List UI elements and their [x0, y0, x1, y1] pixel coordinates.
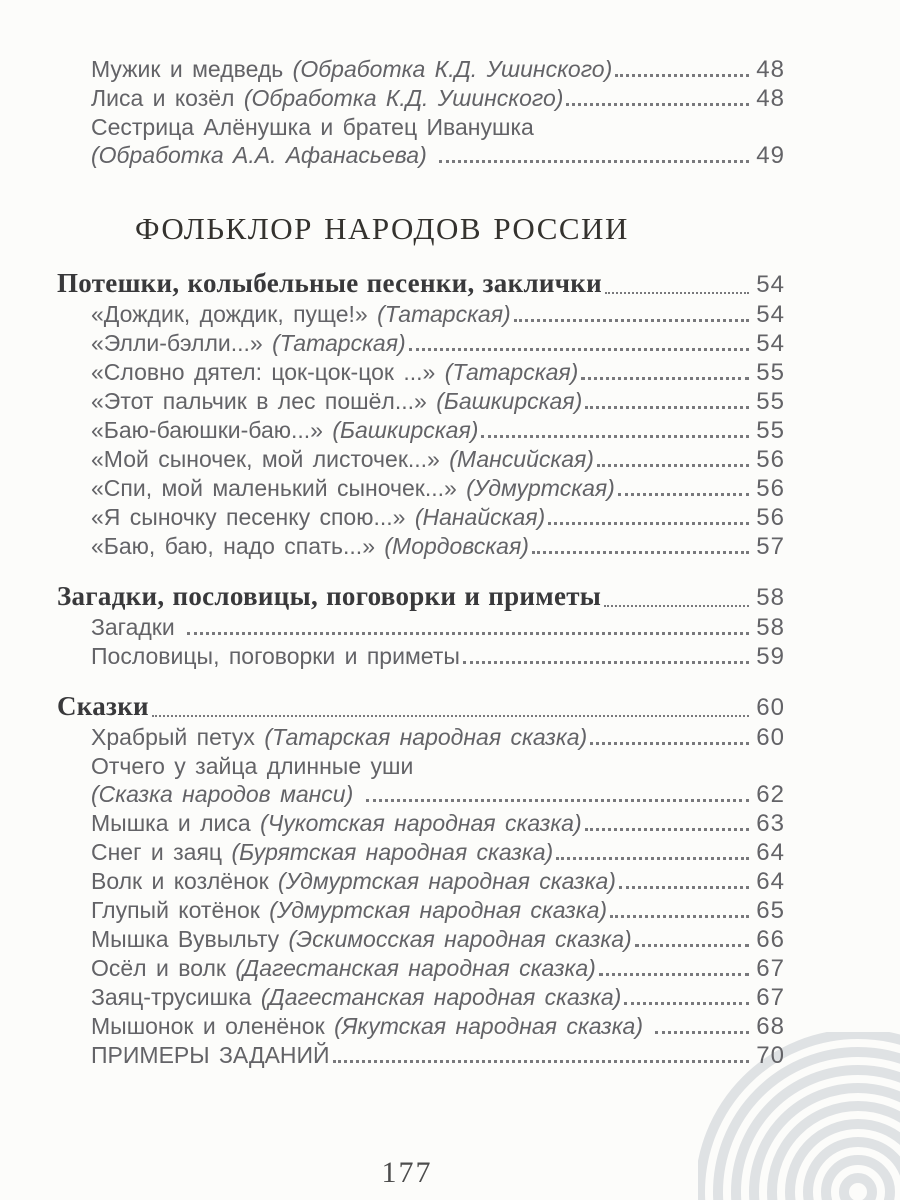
dotted-leader: [599, 973, 749, 976]
toc-entry-row: [57, 503, 785, 532]
entry-title: «Словно дятел: цок-цок-цок ...»: [91, 359, 445, 385]
entry-subtitle-italic: (Татарская): [377, 301, 511, 327]
toc-entry-row: [57, 896, 785, 925]
entry-page-number: 57: [756, 533, 785, 560]
entry-title: Осёл и волк: [91, 955, 236, 981]
entry-title: Мышка Вувыльту: [91, 926, 289, 952]
toc-entry-row: [57, 141, 785, 170]
entry-title: ПРИМЕРЫ ЗАДАНИЙ: [91, 1042, 330, 1068]
entry-subtitle-italic: (Дагестанская народная сказка): [260, 984, 622, 1010]
entry-title: «Дождик, дождик, пуще!»: [91, 301, 378, 327]
entry-subtitle-italic: (Обработка К.Д. Ушинского): [292, 56, 613, 82]
entry-page-number: 59: [756, 643, 785, 670]
entry-title: Загадки, пословицы, поговорки и приметы: [57, 581, 602, 611]
dotted-leader: [366, 799, 750, 802]
toc-entry-row: [57, 867, 785, 896]
toc-entry-row: [57, 752, 785, 780]
dotted-leader: [333, 1060, 750, 1063]
entry-title: Потешки, колыбельные песенки, заклички: [57, 268, 602, 298]
entry-page-number: 54: [756, 330, 785, 357]
entry-title: Мужик и медведь: [91, 56, 293, 82]
entry-subtitle-italic: (Удмуртская народная сказка): [278, 868, 616, 894]
page-number: 177: [381, 1156, 433, 1189]
dotted-leader: [618, 493, 749, 496]
entry-subtitle-italic: (Обработка К.Д. Ушинского): [243, 85, 564, 111]
entry-subtitle-italic: (Татарская): [272, 330, 406, 356]
entry-subtitle-italic: (Сказка народов манси): [91, 781, 363, 807]
toc-heading: ФОЛЬКЛОР НАРОДОВ РОССИИ: [135, 211, 629, 246]
toc-entry-row: [57, 613, 785, 642]
entry-title: Лиса и козёл: [91, 85, 244, 111]
table-of-contents: [57, 0, 785, 1190]
toc-section-row: [57, 691, 785, 723]
toc-entry-row: [57, 532, 785, 561]
entry-page-number: 64: [756, 868, 785, 895]
entry-subtitle-italic: (Дагестанская народная сказка): [235, 955, 596, 981]
entry-title: Волк и козлёнок: [91, 868, 279, 894]
entry-page-number: 54: [756, 301, 785, 328]
dotted-leader: [615, 74, 749, 77]
toc-entry-row: [57, 1012, 785, 1041]
entry-page-number: 56: [756, 475, 785, 502]
toc-entry-row: [57, 113, 785, 141]
entry-title: Сказки: [57, 691, 149, 721]
entry-page-number: 67: [756, 984, 785, 1011]
entry-page-number: 48: [756, 56, 785, 83]
dotted-leader: [152, 715, 749, 717]
entry-title: Мышка и лиса: [91, 810, 261, 836]
entry-subtitle-italic: (Обработка А.А. Афанасьева): [91, 142, 437, 168]
dotted-leader: [463, 661, 749, 664]
entry-subtitle-italic: (Татарская народная сказка): [264, 724, 588, 750]
dotted-leader: [604, 605, 749, 607]
entry-title: «Элли-бэлли...»: [91, 330, 273, 356]
dotted-leader: [566, 103, 749, 106]
entry-page-number: 49: [756, 142, 785, 169]
entry-title: Снег и заяц: [91, 839, 232, 865]
dotted-leader: [532, 551, 749, 554]
dotted-leader: [514, 319, 750, 322]
entry-title: «Спи, мой маленький сыночек...»: [91, 475, 467, 501]
toc-entry-row: [57, 838, 785, 867]
entry-page-number: 54: [756, 271, 785, 298]
entry-page-number: 55: [756, 359, 785, 386]
entry-title: «Баю, баю, надо спать...»: [91, 533, 385, 559]
entry-page-number: 66: [756, 926, 785, 953]
entry-title: Глупый котёнок: [91, 897, 270, 923]
entry-page-number: 55: [756, 417, 785, 444]
toc-entry-row: [57, 723, 785, 752]
dotted-leader: [481, 435, 749, 438]
entry-page-number: 55: [756, 388, 785, 415]
toc-entry-row: [57, 474, 785, 503]
dotted-leader: [409, 348, 750, 351]
entry-subtitle-italic: (Башкирская): [332, 417, 479, 443]
entry-page-number: 62: [756, 781, 785, 808]
toc-entry-row: [57, 300, 785, 329]
entry-page-number: 63: [756, 810, 785, 837]
toc-entry-row: [57, 954, 785, 983]
entry-subtitle-italic: (Чукотская народная сказка): [260, 810, 582, 836]
entry-page-number: 58: [756, 584, 785, 611]
entry-subtitle-italic: (Удмуртская народная сказка): [269, 897, 608, 923]
dotted-leader: [581, 377, 749, 380]
dotted-leader: [187, 632, 749, 635]
entry-page-number: 68: [756, 1013, 785, 1040]
entry-title: Отчего у зайца длинные уши: [91, 753, 414, 779]
entry-page-number: 60: [756, 694, 785, 721]
entry-title: Пословицы, поговорки и приметы: [91, 643, 460, 669]
toc-rows: [57, 55, 785, 1070]
entry-title: «Баю-баюшки-баю...»: [91, 417, 333, 443]
entry-title: «Я сыночку песенку спою...»: [91, 504, 415, 530]
dotted-leader: [655, 1031, 749, 1034]
entry-title: Заяц-трусишка: [91, 984, 261, 1010]
toc-entry-row: [57, 416, 785, 445]
dotted-leader: [597, 464, 749, 467]
toc-entry-row: [57, 1041, 785, 1070]
entry-title: «Мой сыночек, мой листочек...»: [91, 446, 450, 472]
toc-section-row: [57, 581, 785, 613]
toc-entry-row: [57, 983, 785, 1012]
entry-page-number: 60: [756, 724, 785, 751]
entry-subtitle-italic: (Мансийская): [449, 446, 594, 472]
dotted-leader: [624, 1002, 749, 1005]
entry-page-number: 58: [756, 614, 785, 641]
toc-entry-row: [57, 809, 785, 838]
entry-subtitle-italic: (Нанайская): [414, 504, 546, 530]
toc-entry-row: [57, 445, 785, 474]
dotted-leader: [605, 292, 749, 294]
entry-subtitle-italic: (Татарская): [444, 359, 579, 385]
entry-page-number: 70: [756, 1042, 785, 1069]
dotted-leader: [585, 828, 750, 831]
entry-subtitle-italic: (Эскимосская народная сказка): [288, 926, 632, 952]
toc-entry-row: [57, 329, 785, 358]
dotted-leader: [610, 915, 749, 918]
toc-entry-row: [57, 55, 785, 84]
entry-subtitle-italic: (Удмуртская): [466, 475, 615, 501]
dotted-leader: [619, 886, 749, 889]
entry-page-number: 56: [756, 504, 785, 531]
entry-page-number: 56: [756, 446, 785, 473]
toc-entry-row: [57, 84, 785, 113]
entry-title: Мышонок и оленёнок: [91, 1013, 335, 1039]
dotted-leader: [548, 522, 749, 525]
entry-title: Загадки: [91, 614, 185, 640]
toc-entry-row: [57, 387, 785, 416]
entry-page-number: 67: [756, 955, 785, 982]
toc-entry-row: [57, 780, 785, 809]
entry-page-number: 64: [756, 839, 785, 866]
entry-page-number: 48: [756, 85, 785, 112]
toc-entry-row: [57, 925, 785, 954]
dotted-leader: [585, 406, 749, 409]
entry-subtitle-italic: (Башкирская): [436, 388, 583, 414]
dotted-leader: [556, 857, 749, 860]
entry-subtitle-italic: (Мордовская): [384, 533, 529, 559]
dotted-leader: [439, 160, 749, 163]
entry-page-number: 65: [756, 897, 785, 924]
dotted-leader: [590, 742, 749, 745]
entry-title: Сестрица Алёнушка и братец Иванушка: [91, 114, 534, 140]
entry-subtitle-italic: (Бурятская народная сказка): [231, 839, 554, 865]
entry-title: Храбрый петух: [91, 724, 265, 750]
toc-entry-row: [57, 642, 785, 671]
toc-section-row: [57, 268, 785, 300]
entry-subtitle-italic: (Якутская народная сказка): [334, 1013, 653, 1039]
toc-entry-row: [57, 358, 785, 387]
dotted-leader: [635, 944, 750, 947]
entry-title: «Этот пальчик в лес пошёл...»: [91, 388, 437, 414]
